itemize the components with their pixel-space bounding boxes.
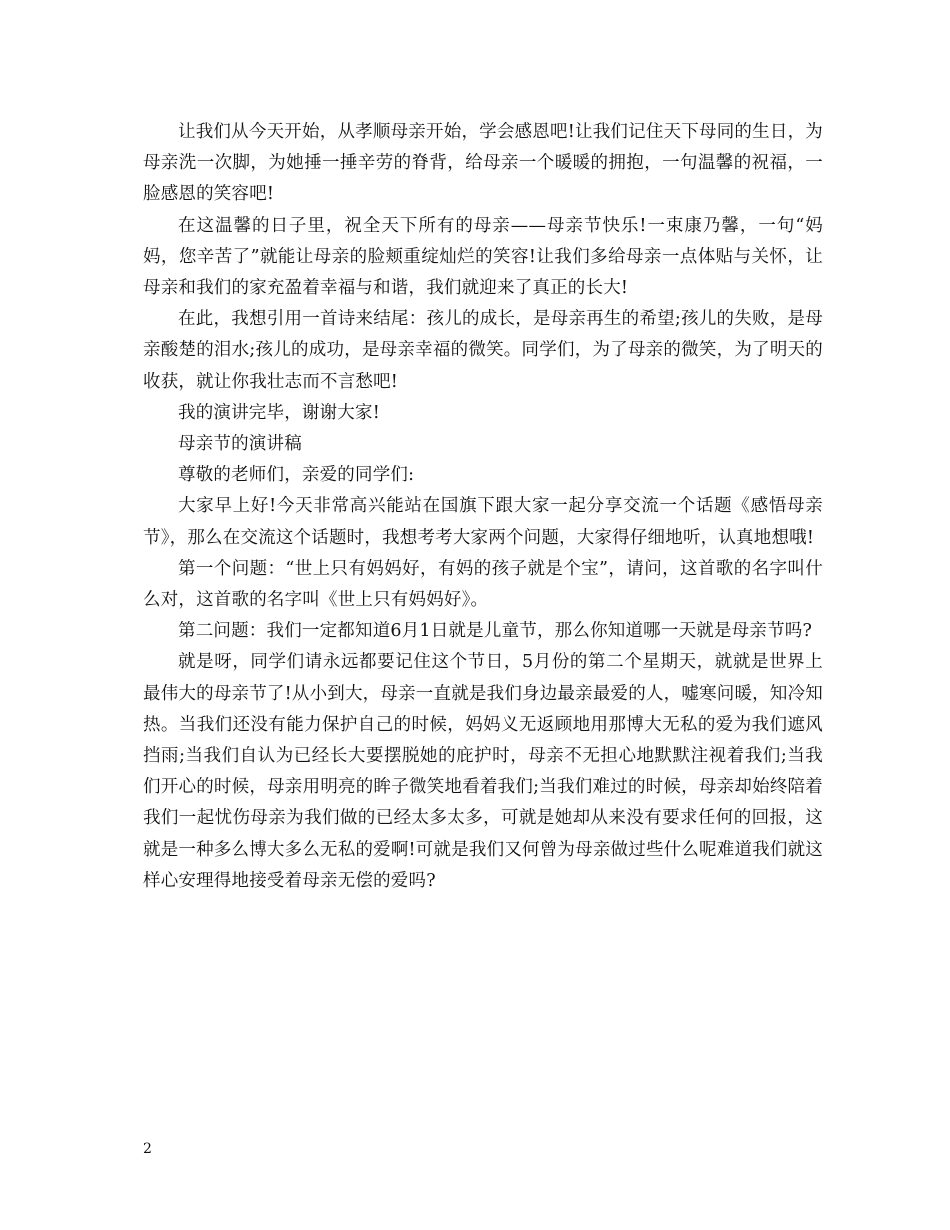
- paragraph-closing-poem: 在此，我想引用一首诗来结尾：孩儿的成长，是母亲再生的希望;孩儿的失败，是母亲酸楚的泪水;孩儿的成功，是母亲幸福的微笑。同学们，为了母亲的微笑，为了明天的收获，就让你我壮志而不言愁吧!: [143, 309, 823, 392]
- paragraph-greeting: 大家早上好!今天非常高兴能站在国旗下跟大家一起分享交流一个话题《感悟母亲节》，那么在交流这个话题时，我想考考大家两个问题，大家得仔细地听，认真地想哦!: [143, 496, 823, 548]
- section-title: 母亲节的演讲稿: [178, 434, 302, 455]
- paragraph-gratitude-call: 让我们从今天开始，从孝顺母亲开始，学会感恩吧!让我们记住天下母同的生日，为母亲洗一次脚，为她捶一捶辛劳的脊背，给母亲一个暖暖的拥抱，一句温馨的祝福，一脸感恩的笑容吧!: [143, 122, 823, 205]
- paragraph-mothers-love: 就是呀，同学们请永远都要记住这个节日，5月份的第二个星期天，就就是世界上最伟大的母亲节了!从小到大，母亲一直就是我们身边最亲最爱的人，嘘寒问暖，知冷知热。当我们还没有能力保护自己的时候，妈妈义无返顾地用那博大无私的爱为我们遮风挡雨;当我们自认为已经长大要摆脱她的庇护时，母亲不无担心地默默注视着我们;当我们开心的时候，母亲用明亮的眸子微笑地看着我们;当我们难过的时候，母亲却始终陪着我们一起忧伤母亲为我们做的已经太多太多，可就是她却从来没有要求任何的回报，这就是一种多么博大多么无私的爱啊!可就是我们又何曾为母亲做过些什么呢难道我们就这样心安理得地接受着母亲无偿的爱吗?: [143, 652, 823, 891]
- paragraph-mothers-day-wishes: 在这温馨的日子里，祝全天下所有的母亲——母亲节快乐!一束康乃馨，一句“妈妈，您辛苦了”就能让母亲的脸颊重绽灿烂的笑容!让我们多给母亲一点体贴与关怀，让母亲和我们的家充盈着幸福与和谐，我们就迎来了真正的长大!: [143, 215, 823, 299]
- paragraph-salutation: 尊敬的老师们，亲爱的同学们:: [178, 465, 415, 486]
- paragraph-second-question: 第二问题：我们一定都知道6月1日就是儿童节，那么你知道哪一天就是母亲节吗?: [178, 621, 813, 642]
- document-body: [143, 117, 823, 897]
- page-number: 2: [143, 1141, 152, 1157]
- paragraph-speech-end: 我的演讲完毕，谢谢大家!: [178, 402, 380, 423]
- paragraph-first-question: 第一个问题：“世上只有妈妈好，有妈的孩子就是个宝”，请问，这首歌的名字叫什么对，这首歌的名字叫《世上只有妈妈好》。: [143, 558, 823, 611]
